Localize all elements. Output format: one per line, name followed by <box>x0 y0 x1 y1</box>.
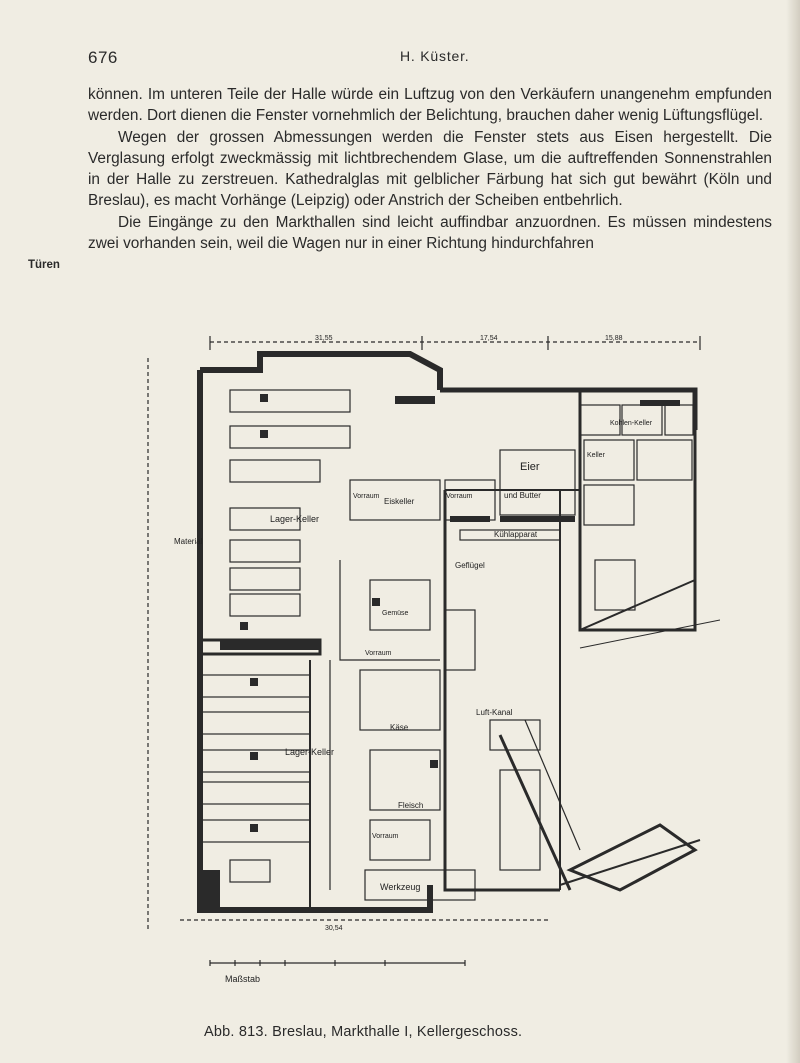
label-lager-keller-top: Lager-Keller <box>270 514 320 524</box>
dimension-bottom: 30,54 <box>325 925 343 932</box>
label-gefluegel: Geflügel <box>455 561 485 570</box>
label-keller: Keller <box>587 452 605 459</box>
label-kuehlapparat: Kühlapparat <box>494 530 538 539</box>
page-number: 676 <box>88 48 118 67</box>
floor-plan-figure <box>140 330 720 1025</box>
label-gemuese: Gemüse <box>382 610 409 617</box>
label-vorraum-3: Vorraum <box>365 650 392 657</box>
page-edge-shadow <box>786 0 800 1063</box>
label-eiskeller: Eiskeller <box>384 497 415 506</box>
margin-note: Türen <box>28 259 60 271</box>
label-luft-kanal: Luft-Kanal <box>476 708 513 717</box>
label-kaese: Käse <box>390 723 409 732</box>
label-und-butter: und Butter <box>504 491 541 500</box>
label-eier: Eier <box>520 461 540 473</box>
label-fleisch: Fleisch <box>398 801 424 810</box>
label-material: Material <box>174 537 203 546</box>
label-vorraum-2: Vorraum <box>446 493 473 500</box>
paragraph-1: können. Im unteren Teile der Halle würde ein Luftzug von den Verkäufern unangenehm empfunden werden. Dort dienen die Fenster vornehmlich der Belichtung, brauchen daher wenig Lüftungsflügel. <box>88 86 772 125</box>
label-kohlen-keller: Kohlen-Keller <box>610 420 653 427</box>
running-head: H. Küster. <box>400 48 470 64</box>
body-text <box>88 84 772 254</box>
scale-label: Maßstab <box>225 974 261 984</box>
paragraph-3: Die Eingänge zu den Markthallen sind leicht auffindbar anzuordnen. Es müssen mindestens zwei vorhanden sein, weil die Wagen nur in einer Richtung hindurchfahren <box>88 213 772 253</box>
dimension-left: 31,55 <box>315 335 333 342</box>
floor-plan-drawing <box>140 330 720 1020</box>
dimension-right: 15,88 <box>605 335 623 342</box>
label-vorraum-1: Vorraum <box>353 493 380 500</box>
label-vorraum-4: Vorraum <box>372 833 399 840</box>
label-werkzeug: Werkzeug <box>380 882 421 892</box>
figure-caption: Abb. 813. Breslau, Markthalle I, Kellergeschoss. <box>204 1024 523 1040</box>
dimension-mid: 17,54 <box>480 335 498 342</box>
label-lager-keller-bottom: Lager-Keller <box>285 747 335 757</box>
paragraph-2: Wegen der grossen Abmessungen werden die Fenster stets aus Eisen hergestellt. Die Verglasung erfolgt zweckmässig mit lichtbrechendem Glase, um die auftreffenden Sonnenstrahlen in der Halle zu zerstreuen. Kathedralglas mit gelblicher Färbung hat sich gut bewährt (Köln und Breslau), es macht Vorhänge (Leipzig) oder Anstrich der Scheiben entbehrlich. <box>88 128 772 210</box>
